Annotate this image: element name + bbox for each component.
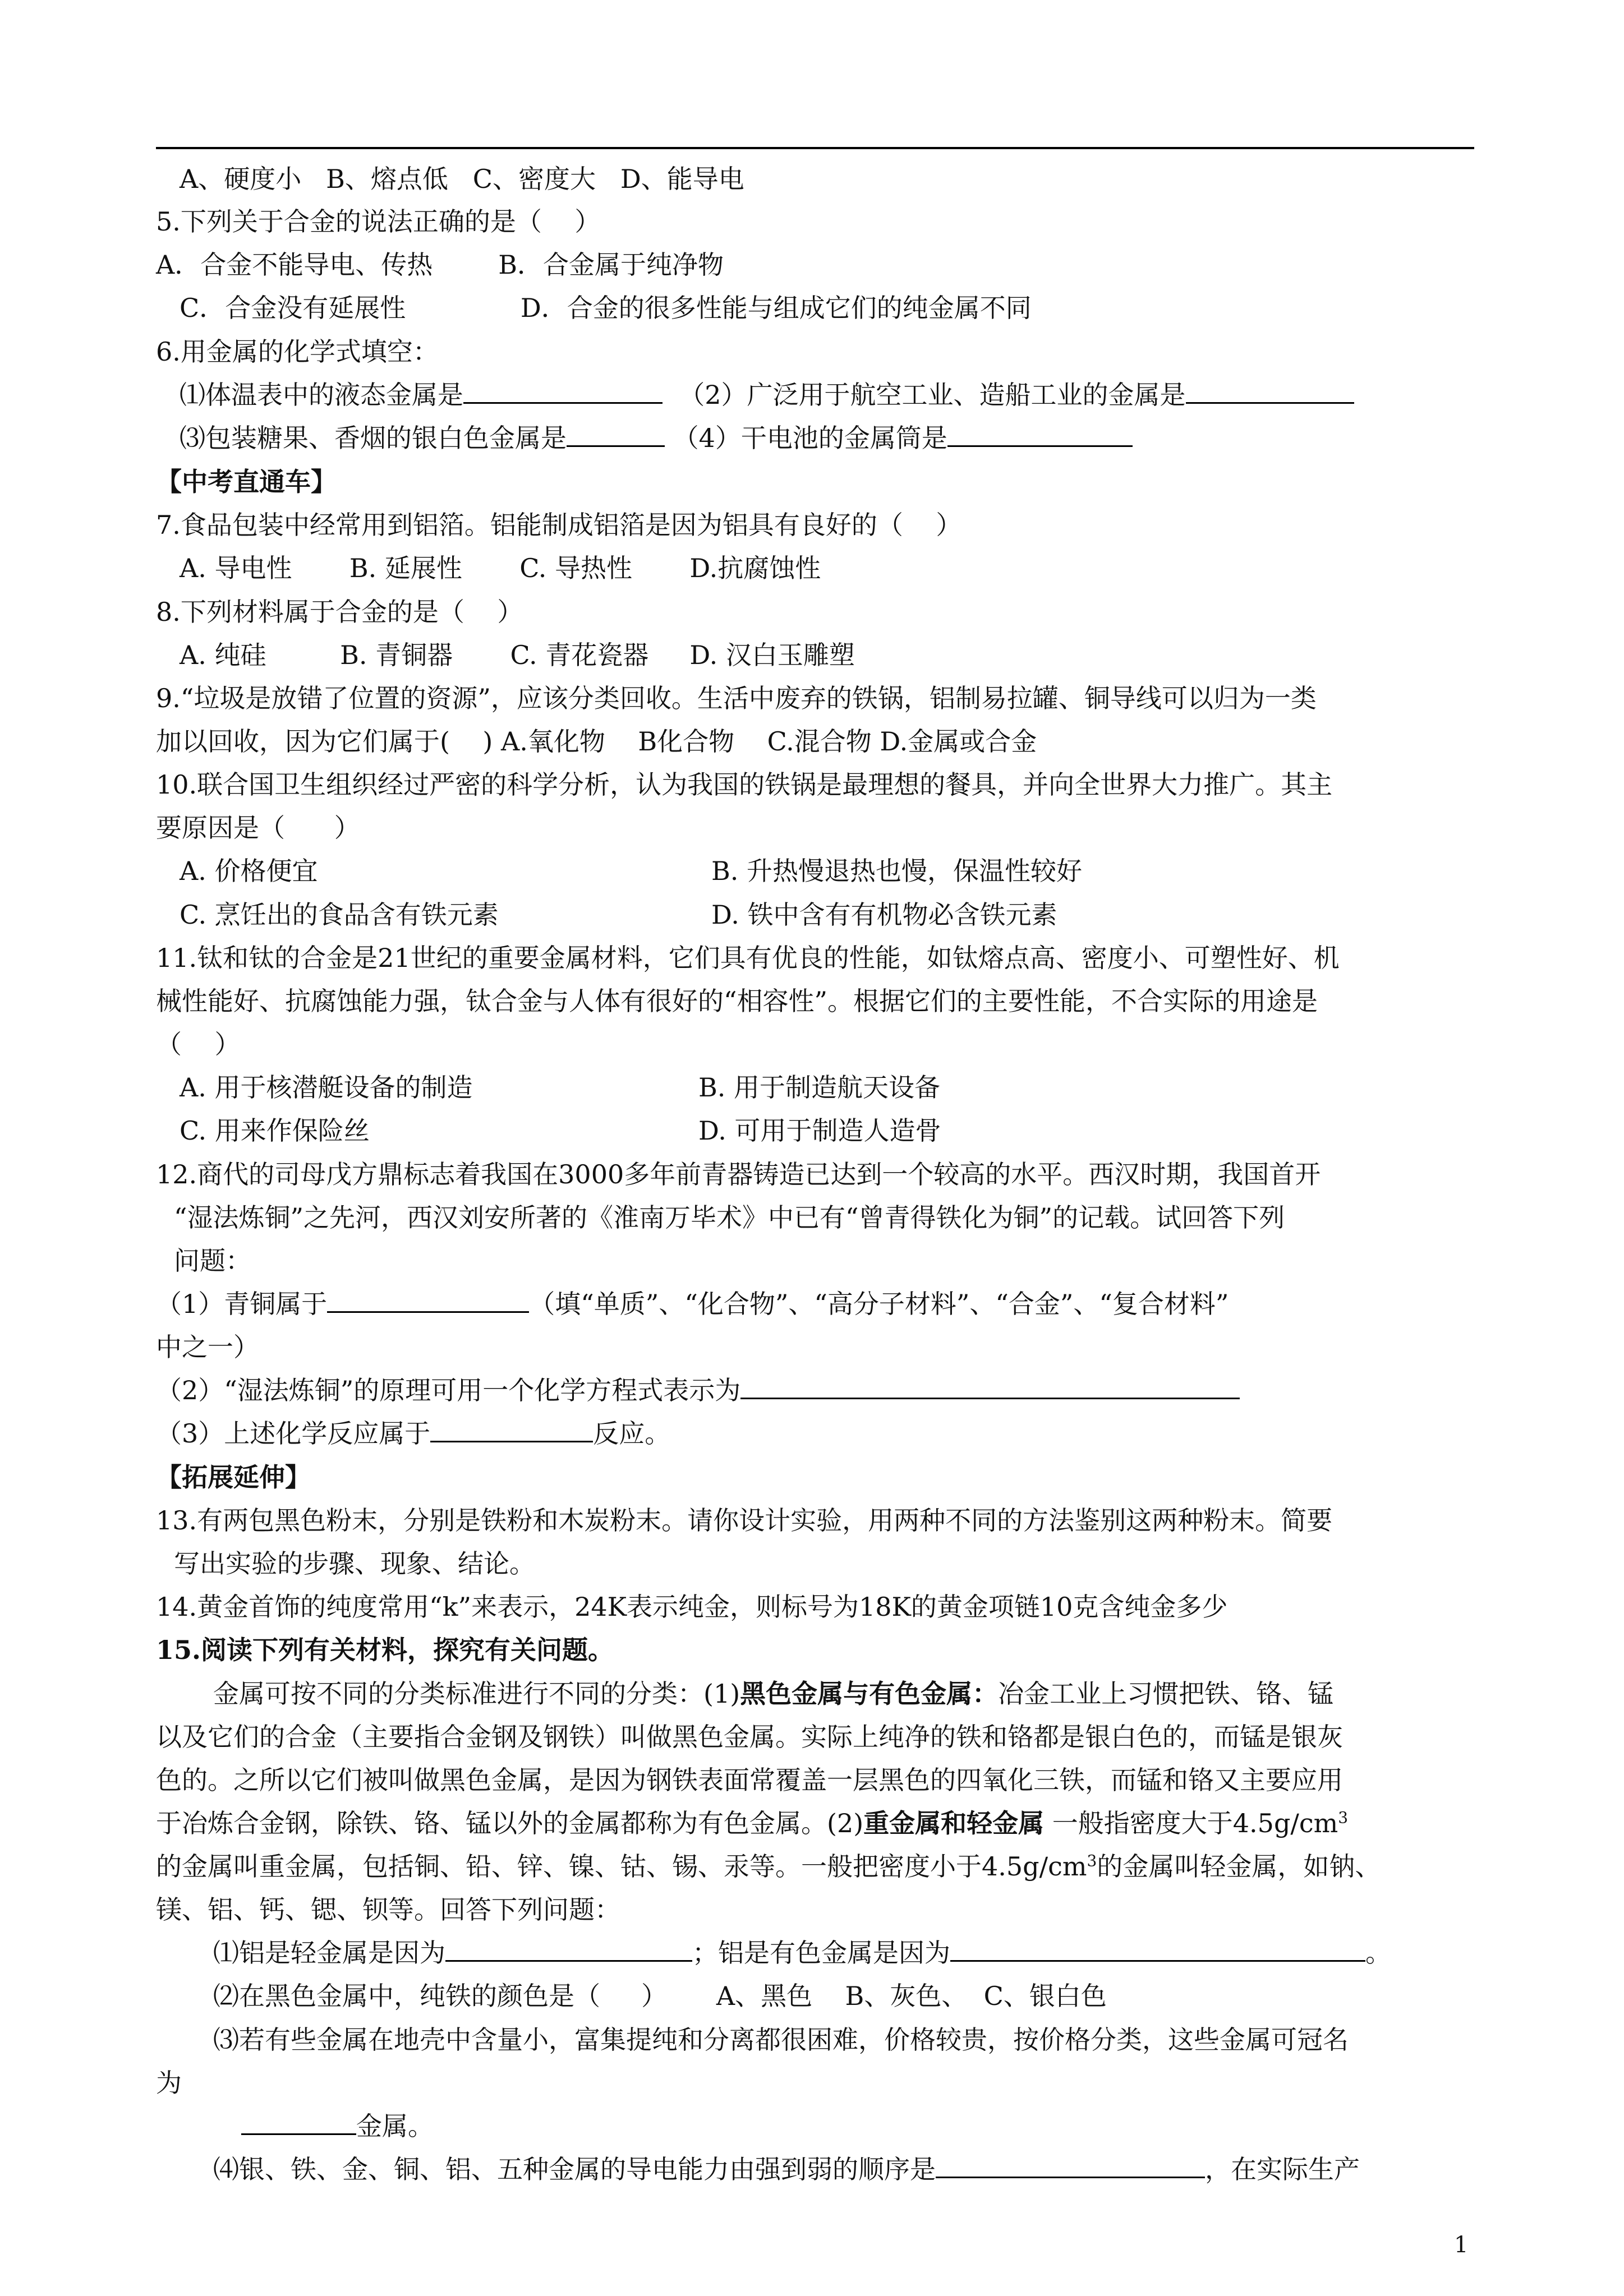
q15-para-line5 (156, 1845, 1381, 1888)
q6-line2 (180, 416, 1133, 460)
q15-blank2[interactable] (950, 1931, 1365, 1962)
q15-sub2: ⑵在黑色金属中，纯铁的颜色是（ ） A、黑色 B、灰色、 C、银白色 (213, 1981, 1107, 2011)
q15-sub4-a: ⑷银、铁、金、铜、铝、五种金属的导电能力由强到弱的顺序是 (213, 2154, 936, 2184)
q15-sub3-c: 金属。 (356, 2111, 434, 2141)
section-heading-ext: 【拓展延伸】 (156, 1462, 311, 1492)
q8-stem: 8.下列材料属于合金的是（ ） (156, 597, 523, 627)
q15-sup-1: 3 (1338, 1808, 1349, 1827)
q15-para4-b: 一般指密度大于4.5g/cm (1044, 1808, 1338, 1838)
q15-sub4 (213, 2147, 1360, 2191)
q7-stem: 7.食品包装中经常用到铝箔。铝能制成铝箔是因为铝具有良好的（ ） (156, 510, 962, 540)
q5-options-ab: A．合金不能导电、传热 B．合金属于纯净物 (156, 250, 724, 280)
q6-part1: ⑴体温表中的液态金属是 (180, 380, 463, 410)
q15-para-line2: 以及它们的合金（主要指合金钢及钢铁）叫做黑色金属。实际上纯净的铁和铬都是银白色的，而锰是银灰 (156, 1722, 1343, 1752)
q15-bold-black-metals: 黑色金属与有色金属： (740, 1679, 999, 1709)
q11-option-b: B. 用于制造航天设备 (698, 1072, 941, 1103)
q15-blank4[interactable] (936, 2147, 1205, 2178)
q12-part3-b: 反应。 (593, 1418, 671, 1449)
q12-line1: 12.商代的司母戊方鼎标志着我国在3000多年前青器铸造已达到一个较高的水平。西汉时期，我国首开 (156, 1159, 1321, 1190)
q4-options: A、硬度小 B、熔点低 C、密度大 D、能导电 (180, 164, 744, 194)
q15-sub4-b: ，在实际生产 (1205, 2154, 1360, 2184)
q12-line2: “湿法炼铜”之先河，西汉刘安所著的《淮南万毕术》中已有“曾青得铁化为铜”的记载。试回答下列 (174, 1202, 1285, 1233)
q10-line2: 要原因是（ ） (156, 813, 360, 843)
q12-blank1[interactable] (327, 1282, 529, 1313)
q12-part1 (156, 1282, 1229, 1326)
q15-para-line4 (156, 1801, 1348, 1845)
q6-stem: 6.用金属的化学式填空： (156, 336, 439, 367)
q10-option-b: B. 升热慢退热也慢，保温性较好 (711, 856, 1083, 886)
q15-sub1-a: ⑴铝是轻金属是因为 (213, 1938, 445, 1968)
q12-part1-a: （1）青铜属于 (156, 1289, 328, 1319)
section-heading-exam: 【中考直通车】 (156, 467, 337, 497)
q12-part2-text: （2）“湿法炼铜”的原理可用一个化学方程式表示为 (156, 1375, 741, 1405)
q15-para1-a: 金属可按不同的分类标准进行不同的分类：(1) (213, 1679, 740, 1709)
q15-sub1-b: ；铝是有色金属是因为 (692, 1938, 950, 1968)
q6-blank4[interactable] (947, 416, 1133, 447)
q14: 14.黄金首饰的纯度常用“k”来表示，24K表示纯金，则标号为18K的黄金项链10克含纯金多少 (156, 1592, 1228, 1622)
q12-part3 (156, 1412, 670, 1455)
q11-line2: 械性能好、抗腐蚀能力强，钛合金与人体有很好的“相容性”。根据它们的主要性能，不合实际的用途是 (156, 986, 1318, 1016)
q15-para-line6: 镁、铝、钙、锶、钡等。回答下列问题： (156, 1894, 620, 1925)
q6-part2: （2）广泛用于航空工业、造船工业的金属是 (679, 380, 1186, 410)
q10-option-d: D. 铁中含有有机物必含铁元素 (711, 900, 1057, 930)
q10-option-a: A. 价格便宜 (180, 856, 318, 886)
q15-para-line1 (213, 1672, 1333, 1716)
q15-para4-a: 于冶炼合金钢，除铁、铬、锰以外的金属都称为有色金属。(2) (156, 1808, 864, 1838)
q6-blank3[interactable] (567, 416, 665, 447)
q12-blank2[interactable] (740, 1368, 1240, 1399)
q8-options: A. 纯硅 B. 青铜器 C. 青花瓷器 D. 汉白玉雕塑 (180, 640, 855, 670)
q6-blank2[interactable] (1186, 373, 1354, 404)
q12-blank3[interactable] (430, 1412, 593, 1442)
q15-para5-a: 的金属叫重金属，包括铜、铅、锌、镍、钴、锡、汞等。一般把密度小于4.5g/cm (156, 1851, 1087, 1882)
q12-line3: 问题： (174, 1246, 251, 1276)
q10-option-c: C. 烹饪出的食品含有铁元素 (180, 900, 499, 930)
q6-part4: （4）干电池的金属筒是 (673, 423, 947, 453)
q15-para5-b: 的金属叫轻金属，如钠、 (1097, 1851, 1381, 1882)
q11-option-d: D. 可用于制造人造骨 (698, 1115, 941, 1146)
q9-line2: 加以回收，因为它们属于( ) A.氧化物 B化合物 C.混合物 D.金属或合金 (156, 726, 1037, 757)
q6-blank1[interactable] (463, 373, 663, 404)
q15-para-line3: 色的。之所以它们被叫做黑色金属，是因为钢铁表面常覆盖一层黑色的四氧化三铁，而锰和铬又主要应用 (156, 1765, 1343, 1795)
q15-sub3-line3 (241, 2104, 434, 2148)
q11-option-c: C. 用来作保险丝 (180, 1115, 370, 1146)
q15-title: 15.阅读下列有关材料，探究有关问题。 (156, 1635, 614, 1665)
q7-options: A. 导电性 B. 延展性 C. 导热性 D.抗腐蚀性 (180, 553, 821, 583)
q15-sub1 (213, 1931, 1391, 1975)
q13-line2: 写出实验的步骤、现象、结论。 (174, 1548, 535, 1579)
q15-sub3-line2: 为 (156, 2068, 182, 2098)
q13-line1: 13.有两包黑色粉末，分别是铁粉和木炭粉末。请你设计实验，用两种不同的方法鉴别这两种粉末。简要 (156, 1505, 1333, 1536)
q5-stem: 5.下列关于合金的说法正确的是（ ） (156, 206, 601, 237)
q6-line1 (180, 373, 1354, 417)
q12-part2 (156, 1368, 1240, 1412)
q9-line1: 9.“垃圾是放错了位置的资源”，应该分类回收。生活中废弃的铁锅，铝制易拉罐、铜导线可以归为一类 (156, 683, 1317, 713)
q12-part1-b: （填“单质”、“化合物”、“高分子材料”、“合金”、“复合材料” (529, 1289, 1229, 1319)
q11-option-a: A. 用于核潜艇设备的制造 (180, 1072, 473, 1103)
q12-part1-c: 中之一） (156, 1332, 259, 1362)
q11-line1: 11.钛和钛的合金是21世纪的重要金属材料，它们具有优良的性能，如钛熔点高、密度小、可塑性好、机 (156, 943, 1340, 973)
q15-para1-b: 冶金工业上习惯把铁、铬、锰 (998, 1679, 1334, 1709)
q15-sub3-line1: ⑶若有些金属在地壳中含量小，富集提纯和分离都很困难，价格较贵，按价格分类，这些金属可冠名 (213, 2025, 1349, 2055)
q15-sub1-c: 。 (1365, 1938, 1391, 1968)
q11-line3: （ ） (156, 1029, 241, 1059)
q15-blank1[interactable] (445, 1931, 692, 1962)
q15-blank3[interactable] (241, 2104, 356, 2135)
q5-options-cd: C．合金没有延展性 D．合金的很多性能与组成它们的纯金属不同 (180, 293, 1032, 323)
q10-line1: 10.联合国卫生组织经过严密的科学分析，认为我国的铁锅是最理想的餐具，并向全世界大力推广。其主 (156, 769, 1333, 800)
q15-bold-heavy-light: 重金属和轻金属 (863, 1808, 1045, 1838)
q15-sup-2: 3 (1087, 1851, 1097, 1870)
page-number: 1 (1454, 2232, 1469, 2258)
q12-part3-a: （3）上述化学反应属于 (156, 1418, 431, 1449)
header-rule (156, 147, 1474, 149)
q6-part3: ⑶包装糖果、香烟的银白色金属是 (180, 423, 567, 453)
